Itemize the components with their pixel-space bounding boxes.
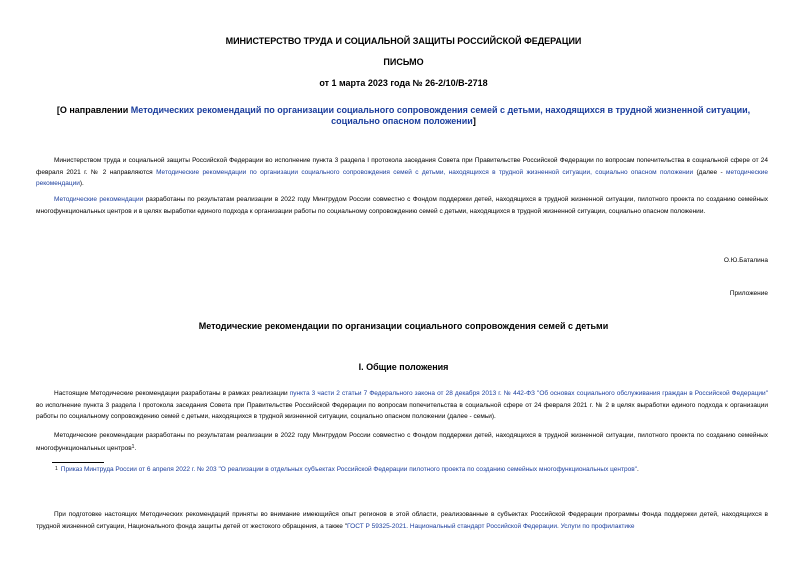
subject-link[interactable]: Методических рекомендаций по организации социального сопровождения семей с детьми, находящихся в трудной жизненной ситуации, социально опасном положении: [130, 105, 751, 126]
paragraph-text: Министерством труда и социальной защиты Российской Федерации во исполнение пункта 3 раздела I протокола заседания Совета при Правительстве Российской Федерации по вопросам попечительства в социальной сфере от 24 февраля 2021 г. № 2 направляются: [36, 157, 768, 176]
gost-link[interactable]: ГОСТ Р 59325-2021. Национальный стандарт Российской Федерации. Услуги по профилактике: [347, 522, 635, 530]
appendix-label: Приложение: [729, 290, 768, 297]
federal-law-link[interactable]: пункта 3 части 2 статьи 7 Федерального закона от 28 декабря 2013 г. № 442-ФЗ "Об основах социального обслуживания граждан в Российской Федерации": [289, 390, 768, 397]
footnote-number: 1: [55, 466, 58, 472]
paragraph-text: При подготовке настоящих Методических рекомендаций приняты во внимание имеющийся опыт регионов в этой области, реализованные в субъектах Российской Федерации программы Фонда поддержки детей, находящихся в трудной жизненной ситуации, Национального фонда защиты детей от жестокого обращения, а также ": [36, 511, 768, 530]
appendix-paragraph-3: [36, 509, 768, 532]
footnote-order-link[interactable]: Приказ Минтруда России от 6 апреля 2022 г. № 203 "О реализации в отдельных субъектах Российской Федерации пилотного проекта по созданию семейных многофункциональных центров": [60, 466, 637, 473]
ministry-name: МИНИСТЕРСТВО ТРУДА И СОЦИАЛЬНОЙ ЗАЩИТЫ РОССИЙСКОЙ ФЕДЕРАЦИИ: [225, 36, 582, 46]
document-date-number: от 1 марта 2023 года № 26-2/10/В-2718: [319, 78, 488, 88]
appendix-paragraph-1: [36, 388, 768, 423]
subject-suffix: ]: [472, 116, 476, 126]
footnote: [55, 466, 639, 473]
footnote-divider: [52, 462, 104, 463]
paragraph-text: Настоящие Методические рекомендации разработаны в рамках реализации: [54, 390, 290, 397]
paragraph-text: во исполнение пункта 3 раздела I протокола заседания Совета при Правительстве Российской Федерации по вопросам попечительства в социальной сфере от 24 февраля 2021 г. № 2 в целях выработки единого подхода к организации работы по социальному сопровождению семей с детьми, находящихся в трудной жизненной ситуации, социально опасном положении (далее - семьи).: [36, 401, 768, 420]
document-subject: [50, 105, 757, 127]
footnote-ref[interactable]: 1: [131, 443, 135, 450]
signature: О.Ю.Баталина: [723, 257, 768, 264]
methodical-recommendations-link-2[interactable]: Методические рекомендации: [54, 196, 144, 203]
appendix-paragraph-2: [36, 430, 768, 454]
letter-paragraph-1: [36, 155, 768, 190]
letter-paragraph-2: [36, 194, 768, 217]
subject-prefix: [О направлении: [56, 105, 131, 115]
paragraph-text: (далее -: [693, 168, 726, 176]
paragraph-text: разработаны по результатам реализации в 2022 году Минтрудом России совместно с Фондом поддержки детей, находящихся в трудной жизненной ситуации, пилотного проекта по созданию семейных многофункциональных центров и в целях выработки единого подхода к организации работы по социальному сопровождению семей с детьми, находящихся в трудной жизненной ситуации, социально опасном положении.: [36, 196, 768, 215]
paragraph-text: Методические рекомендации разработаны по результатам реализации в 2022 году Минтрудом России совместно с Фондом поддержки детей, находящихся в трудной жизненной ситуации, пилотного проекта по созданию семейных многофункциональных центров: [36, 432, 768, 452]
document-type: ПИСЬМО: [383, 57, 424, 67]
appendix-title: Методические рекомендации по организации социального сопровождения семей с детьми: [198, 321, 609, 331]
paragraph-text: ).: [79, 180, 84, 187]
methodical-recommendations-link[interactable]: Методические рекомендации по организации социального сопровождения семей с детьми, находящихся в трудной жизненной ситуации, социально опасном положении: [156, 168, 694, 176]
paragraph-text: .: [134, 444, 137, 452]
methodical-recommendations-short-link[interactable]: методические рекомендации: [36, 168, 768, 187]
footnote-end: .: [636, 466, 639, 473]
section-title: I. Общие положения: [358, 362, 449, 372]
